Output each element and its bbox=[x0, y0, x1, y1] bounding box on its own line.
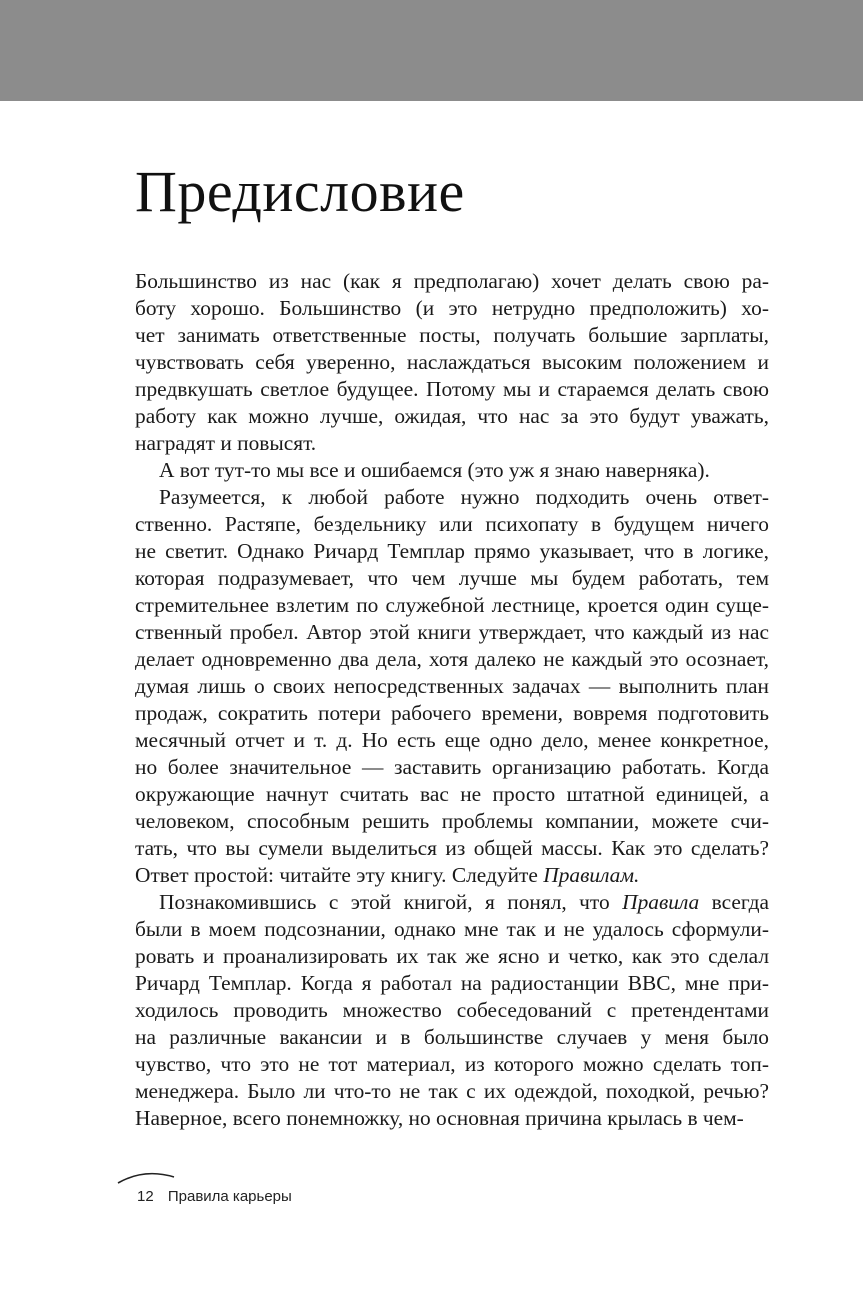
paragraph-line: чувство, что это не тот материал, из которого можно сделать топ- bbox=[135, 1052, 769, 1076]
chapter-title: Предисловие bbox=[135, 159, 465, 224]
paragraph-line: были в моем подсознании, однако мне так и не удалось сформули- bbox=[135, 917, 769, 941]
paragraph-line: не светит. Однако Ричард Темплар прямо указывает, что в логике, bbox=[135, 539, 769, 563]
paragraph-line: ственно. Растяпе, бездельнику или психопату в будущем ничего bbox=[135, 512, 769, 536]
page-footer bbox=[137, 1188, 292, 1205]
paragraph-line: тать, что вы сумели выделиться из общей массы. Как это сделать? bbox=[135, 836, 769, 860]
paragraph-line: на различные вакансии и в большинстве случаев у меня было bbox=[135, 1025, 769, 1049]
paragraph-line: Наверное, всего понемножку, но основная причина крылась в чем- bbox=[135, 1106, 744, 1130]
paragraph-line: Большинство из нас (как я предполагаю) хочет делать свою ра- bbox=[135, 269, 769, 293]
paragraph-line: А вот тут-то мы все и ошибаемся (это уж я знаю наверняка). bbox=[159, 458, 710, 482]
paragraph-line: ственный пробел. Автор этой книги утверждает, что каждый из нас bbox=[135, 620, 769, 644]
body-text bbox=[135, 268, 769, 1132]
paragraph-line: Ричард Темплар. Когда я работал на радиостанции BBC, мне при- bbox=[135, 971, 769, 995]
paragraph-line: Разумеется, к любой работе нужно подходить очень ответ- bbox=[159, 485, 769, 509]
header-band bbox=[0, 0, 863, 101]
paragraph-line: которая подразумевает, что чем лучше мы будем работать, тем bbox=[135, 566, 769, 590]
paragraph-line: человеком, способным решить проблемы компании, можете счи- bbox=[135, 809, 769, 833]
paragraph-line: стремительнее взлетим по служебной лестнице, кроется один суще- bbox=[135, 593, 769, 617]
paragraph-line: менеджера. Было ли что-то не так с их одеждой, походкой, речью? bbox=[135, 1079, 769, 1103]
paragraph-line: Познакомившись с этой книгой, я понял, что Правила всегда bbox=[159, 890, 769, 914]
paragraph-line: чет занимать ответственные посты, получать большие зарплаты, bbox=[135, 323, 769, 347]
paragraph-line: ровать и проанализировать их так же ясно и четко, как это сделал bbox=[135, 944, 769, 968]
paragraph-line: месячный отчет и т. д. Но есть еще одно дело, менее конкретное, bbox=[135, 728, 769, 752]
running-title: Правила карьеры bbox=[167, 1188, 292, 1205]
footer-arc-decoration bbox=[116, 1170, 176, 1184]
paragraph-line: ходилось проводить множество собеседований с претендентами bbox=[135, 998, 769, 1022]
paragraph-line: делает одновременно два дела, хотя далеко не каждый это осознает, bbox=[135, 647, 769, 671]
paragraph-line: окружающие начнут считать вас не просто штатной единицей, а bbox=[135, 782, 769, 806]
paragraph-line: работу как можно лучше, ожидая, что нас за это будут уважать, bbox=[135, 404, 769, 428]
paragraph-line: чувствовать себя уверенно, наслаждаться высоким положением и bbox=[135, 350, 769, 374]
paragraph-line: Ответ простой: читайте эту книгу. Следуйте Правилам. bbox=[135, 863, 640, 887]
paragraph-line: думая лишь о своих непосредственных задачах — выполнить план bbox=[135, 674, 769, 698]
paragraph-line: продаж, сократить потери рабочего времени, вовремя подготовить bbox=[135, 701, 769, 725]
paragraph-line: боту хорошо. Большинство (и это нетрудно предположить) хо- bbox=[135, 296, 769, 320]
paragraph-line: наградят и повысят. bbox=[135, 431, 317, 455]
paragraph-line: предвкушать светлое будущее. Потому мы и стараемся делать свою bbox=[135, 377, 769, 401]
paragraph-line: но более значительное — заставить организацию работать. Когда bbox=[135, 755, 769, 779]
page-number: 12 bbox=[137, 1188, 154, 1205]
